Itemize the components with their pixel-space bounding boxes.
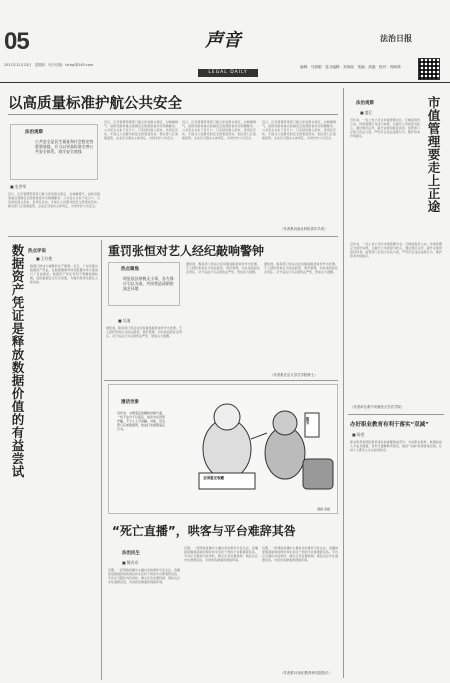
article-body-col2: 近年来，一些上市公司以市值管理为名，行操纵股价之实。市值管理应当回归本源，以提升公司质量为核心，通过规范运作、提升业绩回报投资者。监管部门应加大执法力度，严厉打击违法违规行为，维护资本市场秩序。	[350, 242, 442, 259]
editors-line: 编辑：马树娟 见习编辑：刘客瑶 美编：高磊 校对：郭海鸿	[300, 65, 401, 69]
article-body: 数据已经成为重要的生产要素。近日，广东省推出数据资产凭证，在数据要素市场化配置改革方面进行了有益探索。数据资产凭证有利于明确数据权属，促进数据安全有序流通，为数字经济发展注入新动能。	[30, 264, 98, 285]
divider	[348, 414, 444, 415]
column-tag: 热点评说	[28, 249, 46, 254]
pull-quote-box	[10, 124, 98, 180]
section-masthead: 声音	[205, 30, 241, 51]
author-affiliation: （作者系河南社科院青年学者）	[280, 227, 328, 231]
column-tag: 法治观察	[25, 130, 43, 135]
article-body-col2: 近日，应急管理部等部门联合印发相关规定，对城镇燃气、消防设施等重点领域安全隐患排查作出明确要求。公共安全关系千家万户，只有把标准立起来、把责任压实，才能让人民群众的安全感更加充实。相关部门应加强监管，企业应当落实主体责任，共同守护公共安全。	[104, 120, 178, 141]
column-divider	[343, 88, 344, 678]
author-byline: ■ 吴迪	[118, 318, 131, 323]
article-body: 据报道，税务部门依法对张恒偷逃税款案件作出处理。艺人经纪机构应当依法经营，规范管理，切实承担起社会责任。对于违法行为必须依法严惩，形成有力震慑。	[106, 326, 182, 339]
article-title-death-livestream: “死亡直播”，哄客与平台难辞其咎	[112, 524, 296, 538]
divider	[8, 236, 338, 237]
column-tag: 法治观察	[356, 101, 374, 106]
article-body: 职业教育是国民教育体系的重要组成部分。办好职业教育，畅通技能人才成长通道，有利于缓解教育焦虑，推动“双减”政策落地见效，让每个人都有人生出彩的机会。	[350, 440, 442, 453]
article-body-col3: 近日，应急管理部等部门联合印发相关规定，对城镇燃气、消防设施等重点领域安全隐患排查作出明确要求。公共安全关系千家万户，只有把标准立起来、把责任压实，才能让人民群众的安全感更加充实。相关部门应加强监管，企业应当落实主体责任，共同守护公共安全。	[182, 120, 256, 141]
article-title-data-assets: 数据资产凭证是释放数据价值的有益尝试	[10, 244, 25, 478]
article-body-col3: 近期，一起网络直播中主播自杀的事件引发关注。直播间里围观起哄的网友和未及时干预的平台都难辞其咎。平台应当强化内容审核，健全应急处置机制；网民也应守住道德底线，共同营造健康的网络环境。	[262, 546, 338, 563]
article-title-zhang-heng: 重罚张恒对艺人经纪敲响警钟	[108, 244, 265, 258]
author-byline: ■ 史洪举	[10, 184, 27, 189]
article-body: 近日，应急管理部等部门联合印发相关规定，对城镇燃气、消防设施等重点领域安全隐患排查作出明确要求。公共安全关系千家万户，只有把标准立起来、把责任压实，才能让人民群众的安全感更加充实。相关部门应加强监管，企业应当落实主体责任，共同守护公共安全。	[8, 192, 100, 209]
divider	[8, 114, 338, 115]
column-tag: 法治民生	[122, 551, 140, 556]
cartoon-sign-right: 鉴宝	[306, 417, 310, 424]
column-tag: 漫话世象	[121, 400, 139, 405]
column-tag: 热点聚焦	[121, 267, 139, 272]
qr-code-icon[interactable]	[418, 58, 440, 80]
author-affiliation: （作者系北京大学法学院博士）	[270, 373, 318, 377]
divider	[104, 380, 338, 381]
article-title-public-safety: 以高质量标准护航公共安全	[8, 96, 182, 112]
article-body-col3: 据报道，税务部门依法对张恒偷逃税款案件作出处理。艺人经纪机构应当依法经营，规范管理，切实承担起社会责任。对于违法行为必须依法严惩，形成有力震慑。	[264, 262, 338, 275]
article-body-col2: 近期，一起网络直播中主播自杀的事件引发关注。直播间里围观起哄的网友和未及时干预的平台都难辞其咎。平台应当强化内容审核，健全应急处置机制；网民也应守住道德底线，共同营造健康的网络环境。	[184, 546, 258, 563]
author-byline: ■ 熊丙奇	[122, 560, 139, 565]
header-rule	[0, 82, 450, 83]
author-affiliation: （作者系21世纪教育研究院院长）	[280, 671, 332, 675]
cartoon-caption: 近年来，文物鉴定收藏热持续升温，一些不法分子以鉴定、拍卖为名设局诈骗，不少人上当受骗。对此，有关部门应加强监管，依法打击虚假鉴定行为。	[117, 411, 166, 431]
author-byline: ■ 王红艳	[36, 256, 53, 261]
cartoon-illustration	[167, 389, 337, 511]
author-byline: ■ 杨雯	[352, 432, 365, 437]
article-title-vocational-edu: 办好职业教育有利于落实“双减”	[350, 422, 429, 428]
article-body: 近年来，一些上市公司以市值管理为名，行操纵股价之实。市值管理应当回归本源，以提升公司质量为核心，通过规范运作、提升业绩回报投资者。监管部门应加大执法力度，严厉打击违法违规行为，维护资本市场秩序。	[350, 118, 420, 139]
column-divider	[101, 240, 102, 680]
author-affiliation: （作者单位系中央财经大学法学院）	[350, 405, 405, 409]
article-title-market-value: 市值管理要走上正途	[426, 96, 441, 213]
pull-quote: 公共安全是民生福祉和社会稳定的重要前提。应当以更高标准完善公共安全体系，筑牢安全底线	[35, 139, 94, 154]
article-body-col4: 近日，应急管理部等部门联合印发相关规定，对城镇燃气、消防设施等重点领域安全隐患排查作出明确要求。公共安全关系千家万户，只有把标准立起来、把责任压实，才能让人民群众的安全感更加充实。相关部门应加强监管，企业应当落实主体责任，共同守护公共安全。	[262, 120, 336, 141]
page-number: 05	[4, 28, 29, 55]
date-line: 2021年12月23日 星期四 电子信箱：fzrbpl@163.com	[4, 63, 94, 67]
pull-quote: 明星依法纳税无小事，各方都应引以为戒，共同营造清朗的演艺环境	[123, 276, 174, 291]
cartoon-panel	[108, 384, 338, 514]
newspaper-logo: 法治日报	[380, 33, 412, 43]
cartoon-sign-left: 全国鉴定收藏	[203, 476, 224, 480]
article-body: 近期，一起网络直播中主播自杀的事件引发关注。直播间里围观起哄的网友和未及时干预的平台都难辞其咎。平台应当强化内容审核，健全应急处置机制；网民也应守住道德底线，共同营造健康的网络环境。	[108, 568, 180, 585]
cartoon-credit: 漫画 高磊	[317, 507, 330, 511]
section-masthead-english: LEGAL DAILY	[198, 69, 258, 77]
article-body-col2: 据报道，税务部门依法对张恒偷逃税款案件作出处理。艺人经纪机构应当依法经营，规范管理，切实承担起社会责任。对于违法行为必须依法严惩，形成有力震慑。	[186, 262, 260, 275]
author-byline: ■ 盛江	[360, 110, 373, 115]
pull-quote-box	[108, 262, 180, 306]
